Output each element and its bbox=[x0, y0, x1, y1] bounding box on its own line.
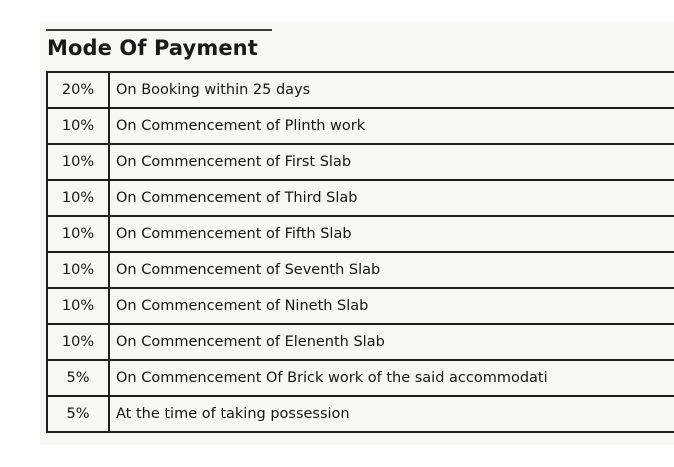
table-row bbox=[47, 360, 674, 396]
description-cell: On Commencement of Nineth Slab bbox=[109, 288, 674, 324]
description-cell: At the time of taking possession bbox=[109, 396, 674, 432]
description-cell: On Commencement Of Brick work of the said accommodati bbox=[109, 360, 674, 396]
percentage-cell: 10% bbox=[47, 108, 109, 144]
table-row bbox=[47, 288, 674, 324]
percentage-cell: 10% bbox=[47, 252, 109, 288]
percentage-cell: 10% bbox=[47, 216, 109, 252]
percentage-cell: 20% bbox=[47, 72, 109, 108]
description-cell: On Commencement of Plinth work bbox=[109, 108, 674, 144]
table-row bbox=[47, 72, 674, 108]
description-cell: On Commencement of Seventh Slab bbox=[109, 252, 674, 288]
table-row bbox=[47, 216, 674, 252]
description-cell: On Commencement of Fifth Slab bbox=[109, 216, 674, 252]
table-row bbox=[47, 108, 674, 144]
percentage-cell: 10% bbox=[47, 180, 109, 216]
percentage-cell: 5% bbox=[47, 396, 109, 432]
table-row bbox=[47, 252, 674, 288]
percentage-cell: 5% bbox=[47, 360, 109, 396]
description-cell: On Booking within 25 days bbox=[109, 72, 674, 108]
percentage-cell: 10% bbox=[47, 324, 109, 360]
description-cell: On Commencement of Elenenth Slab bbox=[109, 324, 674, 360]
title-rule bbox=[46, 29, 272, 31]
document-title: Mode Of Payment bbox=[47, 36, 258, 60]
description-cell: On Commencement of First Slab bbox=[109, 144, 674, 180]
description-cell: On Commencement of Third Slab bbox=[109, 180, 674, 216]
table-row bbox=[47, 180, 674, 216]
table-row bbox=[47, 144, 674, 180]
table-row bbox=[47, 396, 674, 432]
table-row bbox=[47, 324, 674, 360]
percentage-cell: 10% bbox=[47, 288, 109, 324]
percentage-cell: 10% bbox=[47, 144, 109, 180]
payment-schedule-table bbox=[46, 71, 674, 433]
